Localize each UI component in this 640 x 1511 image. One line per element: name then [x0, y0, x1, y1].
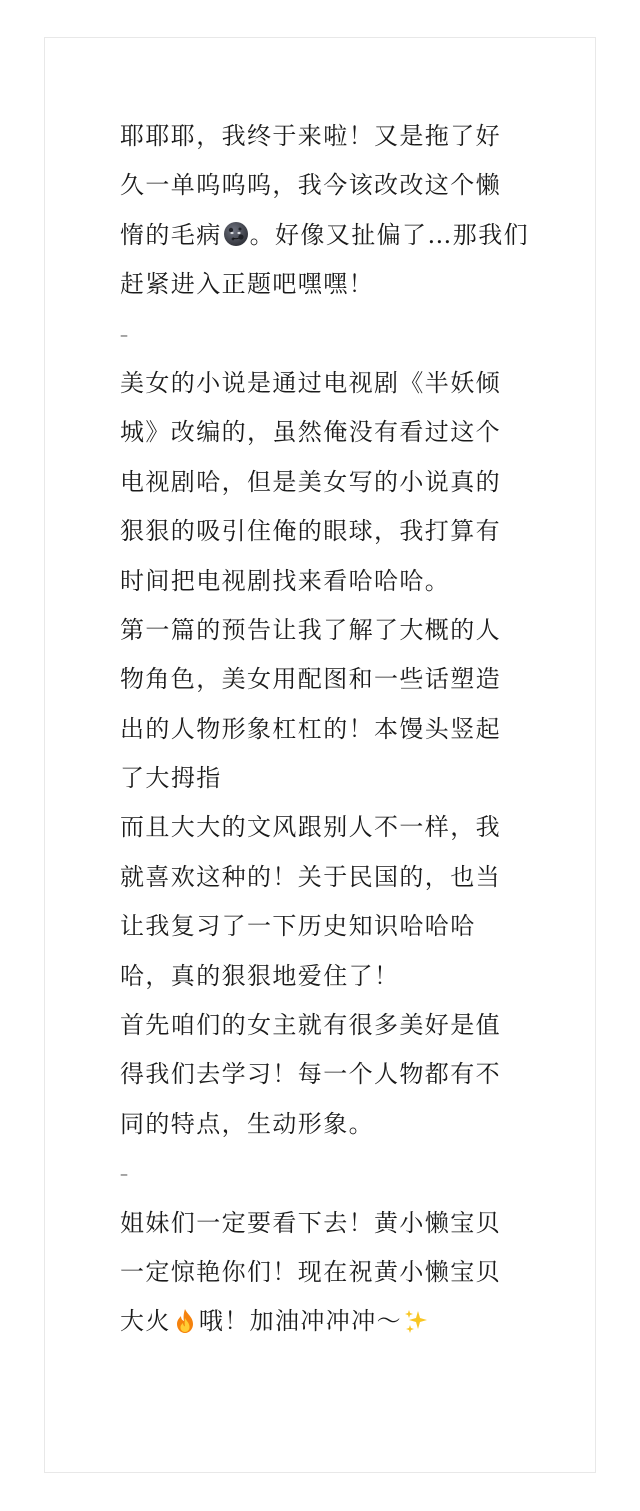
sparkles-icon: [403, 1308, 429, 1334]
text-line: 电视剧哈，但是美女写的小说真的: [120, 467, 501, 496]
text-fragment: 哦！加油冲冲冲～: [198, 1307, 403, 1336]
text-line: 第一篇的预告让我了解了大概的人: [120, 615, 501, 644]
text-line: 而且大大的文风跟别人不一样，我: [120, 813, 501, 842]
text-line: 姐妹们一定要看下去！黄小懒宝贝: [120, 1208, 501, 1237]
separator: –: [120, 1164, 128, 1184]
text-line: 耶耶耶，我终于来啦！又是拖了好: [120, 122, 501, 150]
post-body: [120, 112, 530, 1347]
text-fragment: 。好像又扯偏了…那我们: [249, 220, 530, 249]
text-line: 赶紧进入正题吧嘿嘿！: [120, 270, 374, 299]
text-line: 久一单呜呜呜，我今该改改这个懒: [120, 171, 501, 200]
text-line: 得我们去学习！每一个人物都有不: [120, 1060, 501, 1089]
text-line: 让我复习了一下历史知识哈哈哈: [120, 912, 476, 941]
text-line: 出的人物形象杠杠的！本馒头竖起: [120, 714, 501, 743]
text-line: [120, 1297, 530, 1346]
text-line: 城》改编的，虽然俺没有看过这个: [120, 418, 501, 447]
separator: –: [120, 324, 128, 344]
text-line: 美女的小说是通过电视剧《半妖倾: [120, 368, 501, 397]
text-fragment: 惰的毛病: [120, 220, 222, 249]
text-line: 首先咱们的女主就有很多美好是值: [120, 1011, 501, 1040]
text-line: 一定惊艳你们！现在祝黄小懒宝贝: [120, 1257, 501, 1286]
text-line: 同的特点，生动形象。: [120, 1109, 374, 1138]
text-line: 时间把电视剧找来看哈哈哈。: [120, 566, 451, 595]
text-line: 哈，真的狠狠地爱住了！: [120, 961, 400, 990]
new-moon-face-icon: [223, 221, 249, 247]
fire-icon: [172, 1308, 198, 1334]
text-line: 狠狠的吸引住俺的眼球，我打算有: [120, 517, 501, 546]
text-line: 了大拇指: [120, 764, 222, 793]
text-fragment: 大火: [120, 1307, 171, 1336]
text-line: 物角色，美女用配图和一些话塑造: [120, 665, 501, 694]
text-line: 就喜欢这种的！关于民国的，也当: [120, 862, 501, 891]
text-line: [120, 211, 530, 260]
